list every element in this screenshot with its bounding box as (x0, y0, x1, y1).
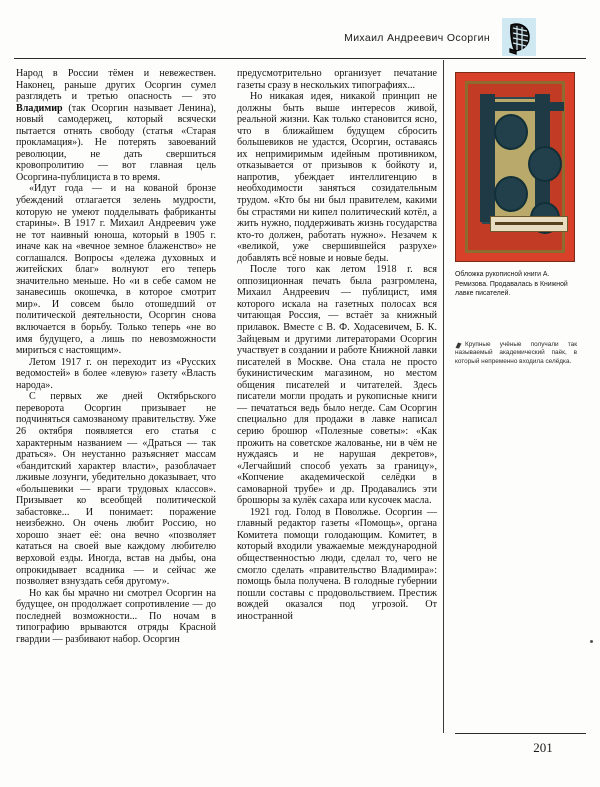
emphasis-vladimir: Владимир (16, 102, 63, 114)
figure-medallion (528, 146, 562, 182)
paragraph: 1921 год. Голод в Поволжье. Осоргин — главный редактор газеты «Помощь», органа Комитета помощи голодающим. Комитет, в который входили уважаемые международной общественностью люди, сделал то, чего не смогло сделать «правительство Владимира»: помощь была получена. В голодные губернии пошли составы с продовольствием. Престиж вождей оказался под угрозой. От иностранной (237, 506, 437, 622)
header-divider-rule (14, 58, 586, 59)
paragraph-text-cont: (так Осоргин называет Ленина), новый самодержец, который всячески пытается отнять свободу (статья «Старая прокламация»). Не потерять завоеваний революции, не дать свершиться кровопролитию — вот главная цель Осоргина-публициста в то время. (16, 102, 216, 183)
edge-mark (590, 640, 593, 643)
paragraph: Но как бы мрачно ни смотрел Осоргин на будущее, он продолжает сопротивление — до последней возможности... По ночам в типографию врываются отряды Красной гвардии — разбивают набор. Осоргин (16, 587, 216, 645)
sidebar-footnote (455, 341, 577, 367)
sidebar (455, 72, 588, 367)
running-head (0, 32, 600, 54)
paragraph-text: Народ в России тёмен и невежествен. Наконец, раньше других Осоргин сумел разглядеть и третью опасность — это (16, 68, 216, 103)
figure-border-frame (465, 81, 565, 253)
paragraph (16, 68, 216, 183)
figure-medallion (494, 176, 528, 212)
page-number: 201 (533, 740, 553, 755)
paragraph: С первых же дней Октябрьского переворота Осоргин призывает не подчиняться самозваному правительству. Уже 26 октября появляется его статья с характерным названием — «Драться — так драться». Он неустанно разъясняет массам «бандитский характер власти», разоблачает лживые лозунги, убедительно доказывает, что «большевики — враги трудовых классов». Призывает ко всеобщей политической забастовке... И понимает: поражение неизбежно. Он очень любит Россию, но хорошо знает её: она вечно «позволяет кататься на своей вые каждому любителю верховой езды. Иногда, встав на дыбы, она опрокидывает всадника — и сейчас же позволяет взнуздать себя другому». (16, 391, 216, 588)
sidebar-divider-rule (443, 60, 444, 733)
figure-caption: Обложка рукописной книги А. Ремизова. Продавалась в Книжной лавке писателей. (455, 271, 568, 298)
running-head-title: Михаил Андреевич Осоргин (344, 32, 490, 44)
figure-title-plate (490, 216, 568, 232)
figure-medallion (494, 114, 528, 150)
paragraph: Летом 1917 г. он переходит из «Русских ведомостей» в более «левую» газету «Власть народа». (16, 356, 216, 391)
paragraph: Но никакая идея, никакой принцип не должны быть выше интересов живой, реальной жизни. Как только становится ясно, что в ближайшем будущем сбросить большевиков не удастся, Осоргин, оставаясь их непримиримым идейным противником, отказывается от призывов к бойкоту и, напротив, убеждает интеллигенцию в необходимости заняться созидательным трудом. «Кто бы ни был правителем, какими бы страстями ни кипел политический котёл, а жить нужно, поддерживать жизнь государства кто-то должен, работать нужно». Незачем к «великой, уже свершившейся разрухе» добавлять всё новые и новые беды. (237, 91, 437, 264)
footer-divider-rule (455, 733, 586, 734)
paragraph: предусмотрительно организует печатание газеты сразу в нескольких типографиях... (237, 68, 437, 91)
figure-top-strip (492, 102, 564, 111)
footnote-flag-icon (455, 342, 462, 349)
figure-title-plate-line (495, 222, 563, 225)
manuscript-book-cover-image (455, 72, 575, 262)
paragraph: «Идут года — и на кованой бронзе убеждений отлагается зелень мудрости, которую не умеют подделывать фабриканты старины». В 1917 г. Михаил Андреевич уже не тот наивный юноша, который в 1905 г. иначе как на «вечное земное блаженство» не соглашался. Вопросы «дележа духовных и житейских благ» волнуют его теперь значительно меньше. Но «и в себе самом не занавесишь окошечка, в которое смотрит мир». И совсем было отошедший от политической деятельности, Осоргин снова включается в борьбу. Только теперь «не во имя будущего, а лишь по невозможности мириться с настоящим». (16, 183, 216, 357)
footnote-text: Крупные учёные получали так называемый академический паёк, в который непременно входила селёдка. (455, 340, 577, 365)
book-leaf-emblem-icon (502, 18, 536, 56)
body-column-left (16, 68, 216, 645)
figure-left-band (480, 94, 495, 222)
body-column-right (237, 68, 437, 622)
paragraph: После того как летом 1918 г. вся оппозиционная печать была разгромлена, Михаил Андреевич — публицист, имя которого искала на газетных полосах вся читающая Россия, — встаёт за книжный прилавок. Вместе с В. Ф. Ходасевичем, Б. К. Зайцевым и другими литераторами Осоргин участвует в создании и работе Книжной лавки писателей в Москве. Она стала не просто букинистическим магазином, но местом общения писателей и читателей. Здесь писатели могли продать и рукописные книги — печататься ведь было негде. Сам Осоргин специально для продажи в лавке написал серию брошюр «Полезные советы»: «Как прожить на советское жалованье, ни в чём не нуждаясь и не нарушая декретов», «Легчайший способ уехать за границу», «Копчение академической селёдки в самоварной трубе» и др. Продавались эти брошюры за кулёк сахара или кусочек масла. (237, 264, 437, 507)
